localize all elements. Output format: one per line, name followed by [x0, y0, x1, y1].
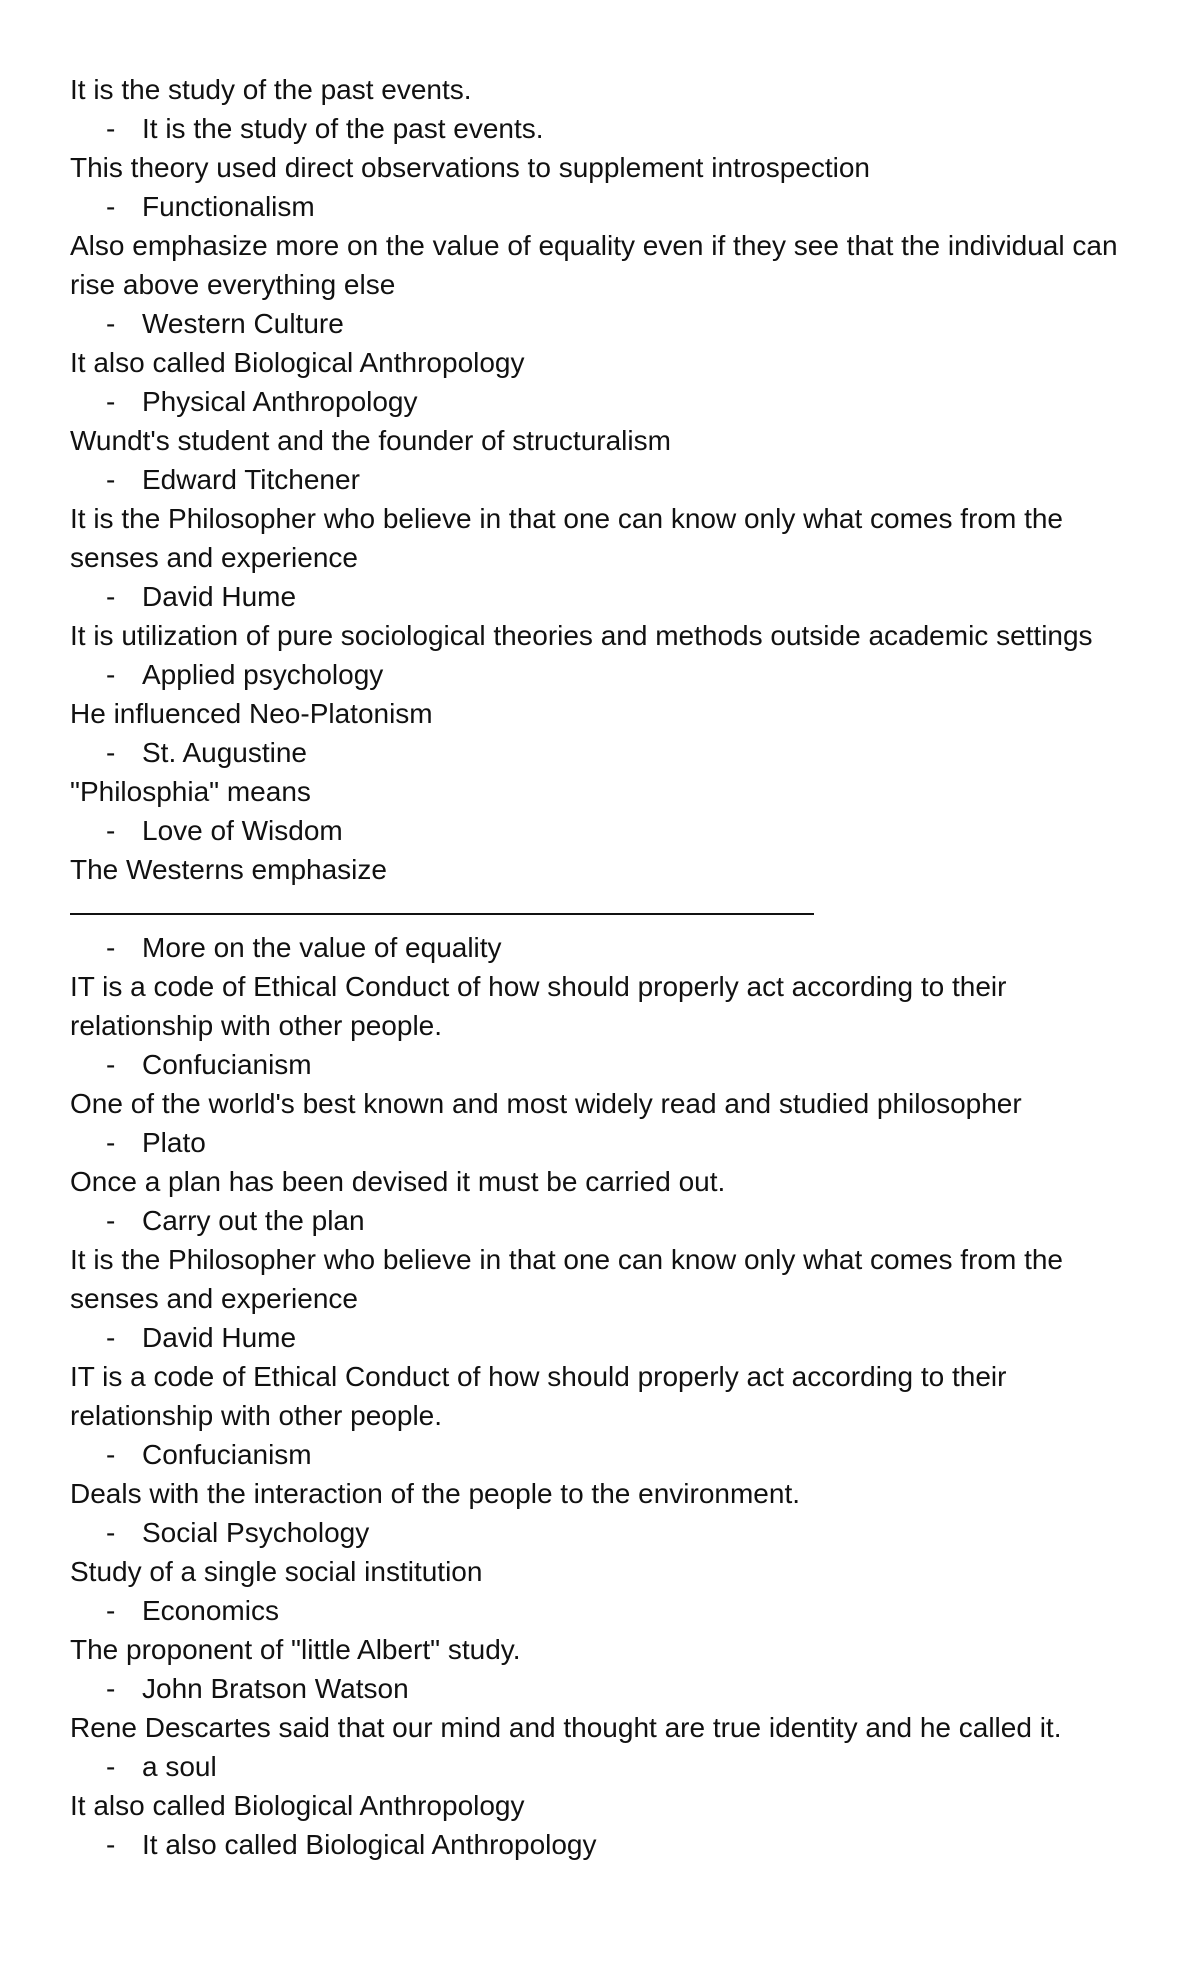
question-text: It also called Biological Anthropology [70, 1790, 525, 1821]
qa-item [70, 1357, 1150, 1474]
answer-text: Physical Anthropology [142, 386, 418, 417]
qa-item [70, 1162, 1150, 1240]
answer-bullet [70, 1318, 1150, 1357]
answer-bullet [70, 655, 1150, 694]
qa-item [70, 499, 1150, 616]
question-text: Deals with the interaction of the people to the environment. [70, 1478, 800, 1509]
question-text: It is the Philosopher who believe in that one can know only what comes from the senses and experience [70, 503, 1063, 573]
question-text: Rene Descartes said that our mind and thought are true identity and he called it. [70, 1712, 1062, 1743]
answer-bullet [70, 733, 1150, 772]
dash-bullet-icon: - [106, 1049, 116, 1080]
dash-bullet-icon: - [106, 1673, 116, 1704]
dash-bullet-icon: - [106, 464, 116, 495]
question-text: The proponent of "little Albert" study. [70, 1634, 521, 1665]
question-text: IT is a code of Ethical Conduct of how should properly act according to their relationship with other people. [70, 1361, 1007, 1431]
dash-bullet-icon: - [106, 113, 116, 144]
answer-text: It also called Biological Anthropology [142, 1829, 597, 1860]
answer-bullet [70, 1201, 1150, 1240]
dash-bullet-icon: - [106, 737, 116, 768]
qa-item [70, 1708, 1150, 1786]
question-text: Study of a single social institution [70, 1556, 483, 1587]
question-text: It is utilization of pure sociological theories and methods outside academic settings [70, 620, 1093, 651]
qa-item [70, 850, 1150, 967]
dash-bullet-icon: - [106, 191, 116, 222]
answer-bullet [70, 109, 1150, 148]
question-text: It is the study of the past events. [70, 74, 472, 105]
answer-bullet [70, 1513, 1150, 1552]
qa-item [70, 1630, 1150, 1708]
question-text: It is the Philosopher who believe in that one can know only what comes from the senses and experience [70, 1244, 1063, 1314]
answer-text: Carry out the plan [142, 1205, 365, 1236]
dash-bullet-icon: - [106, 1517, 116, 1548]
fill-in-blank-line [70, 889, 814, 915]
answer-bullet [70, 811, 1150, 850]
answer-text: John Bratson Watson [142, 1673, 409, 1704]
dash-bullet-icon: - [106, 1205, 116, 1236]
question-text: Also emphasize more on the value of equality even if they see that the individual can rise above everything else [70, 230, 1118, 300]
answer-text: Applied psychology [142, 659, 384, 690]
answer-text: Edward Titchener [142, 464, 360, 495]
answer-bullet [70, 1123, 1150, 1162]
question-text: One of the world's best known and most widely read and studied philosopher [70, 1088, 1022, 1119]
answer-text: Love of Wisdom [142, 815, 343, 846]
answer-bullet [70, 577, 1150, 616]
qa-item [70, 772, 1150, 850]
qa-item [70, 1552, 1150, 1630]
question-text: IT is a code of Ethical Conduct of how should properly act according to their relationship with other people. [70, 971, 1007, 1041]
answer-text: Confucianism [142, 1049, 312, 1080]
answer-text: It is the study of the past events. [142, 113, 544, 144]
qa-item [70, 1474, 1150, 1552]
question-text: This theory used direct observations to supplement introspection [70, 152, 870, 183]
qa-item [70, 1786, 1150, 1864]
dash-bullet-icon: - [106, 386, 116, 417]
answer-bullet [70, 1435, 1150, 1474]
qa-item [70, 226, 1150, 343]
dash-bullet-icon: - [106, 308, 116, 339]
answer-text: Social Psychology [142, 1517, 370, 1548]
dash-bullet-icon: - [106, 1127, 116, 1158]
answer-bullet [70, 187, 1150, 226]
dash-bullet-icon: - [106, 1829, 116, 1860]
answer-text: Western Culture [142, 308, 344, 339]
qa-item [70, 967, 1150, 1084]
answer-text: a soul [142, 1751, 217, 1782]
qa-item [70, 343, 1150, 421]
document-body [70, 70, 1150, 1864]
dash-bullet-icon: - [106, 1751, 116, 1782]
answer-bullet [70, 304, 1150, 343]
question-text: Wundt's student and the founder of structuralism [70, 425, 671, 456]
qa-item [70, 616, 1150, 694]
qa-item [70, 694, 1150, 772]
dash-bullet-icon: - [106, 1439, 116, 1470]
dash-bullet-icon: - [106, 581, 116, 612]
answer-bullet [70, 382, 1150, 421]
question-text: The Westerns emphasize [70, 854, 387, 885]
question-text: Once a plan has been devised it must be carried out. [70, 1166, 726, 1197]
answer-bullet [70, 1825, 1150, 1864]
answer-text: David Hume [142, 1322, 297, 1353]
answer-bullet [70, 1669, 1150, 1708]
answer-text: Economics [142, 1595, 279, 1626]
answer-bullet [70, 928, 1150, 967]
answer-text: Functionalism [142, 191, 315, 222]
qa-item [70, 1084, 1150, 1162]
answer-bullet [70, 1747, 1150, 1786]
answer-bullet [70, 1591, 1150, 1630]
dash-bullet-icon: - [106, 932, 116, 963]
dash-bullet-icon: - [106, 1322, 116, 1353]
answer-text: More on the value of equality [142, 932, 502, 963]
qa-item [70, 148, 1150, 226]
answer-bullet [70, 460, 1150, 499]
answer-text: St. Augustine [142, 737, 308, 768]
question-text: "Philosphia" means [70, 776, 311, 807]
question-text: He influenced Neo-Platonism [70, 698, 433, 729]
qa-item [70, 1240, 1150, 1357]
dash-bullet-icon: - [106, 815, 116, 846]
question-text: It also called Biological Anthropology [70, 347, 525, 378]
answer-text: Confucianism [142, 1439, 312, 1470]
qa-item [70, 421, 1150, 499]
dash-bullet-icon: - [106, 1595, 116, 1626]
answer-text: Plato [142, 1127, 206, 1158]
answer-text: David Hume [142, 581, 297, 612]
answer-bullet [70, 1045, 1150, 1084]
qa-item [70, 70, 1150, 148]
dash-bullet-icon: - [106, 659, 116, 690]
